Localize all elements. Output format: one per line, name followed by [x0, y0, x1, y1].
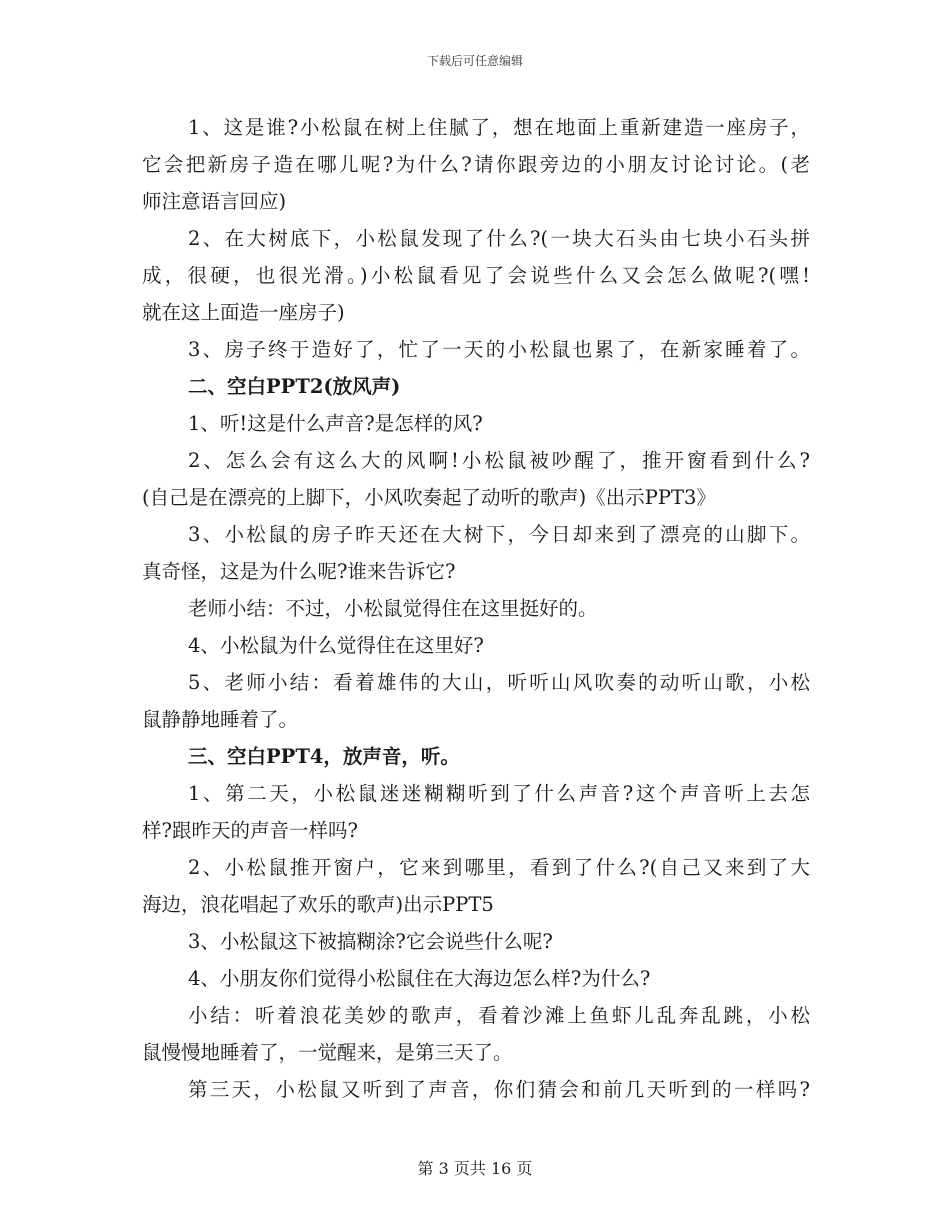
page-footer: 第 3 页共 16 页 [417, 1159, 533, 1178]
paragraph-line: 鼠慢慢地睡着了，一觉醒来，是第三天了。 [142, 1041, 513, 1064]
paragraph-line: (自己是在漂亮的上脚下，小风吹奏起了动听的歌声)《出示PPT3》 [142, 486, 716, 509]
paragraph-line: 3、小松鼠这下被搞糊涂?它会说些什么呢? [188, 930, 553, 953]
paragraph-line: 老师小结：不过，小松鼠觉得住在这里挺好的。 [188, 597, 598, 620]
paragraph-line: 海边，浪花唱起了欢乐的歌声)出示PPT5 [142, 893, 494, 916]
section-heading: 三、空白PPT4，放声音，听。 [188, 745, 460, 768]
paragraph-line: 师注意语言回应) [142, 190, 287, 213]
paragraph-line: 样?跟昨天的声音一样吗? [142, 819, 358, 842]
paragraph-line: 成，很硬，也很光滑。)小松鼠看见了会说些什么又会怎么做呢?(嘿! [142, 264, 810, 287]
paragraph-line: 真奇怪，这是为什么呢?谁来告诉它? [142, 560, 456, 583]
paragraph-line: 1、第二天，小松鼠迷迷糊糊听到了什么声音?这个声音听上去怎 [188, 782, 810, 805]
paragraph-line: 就在这上面造一座房子) [142, 301, 345, 324]
paragraph-line: 第三天，小松鼠又听到了声音，你们猜会和前几天听到的一样吗? [188, 1078, 810, 1101]
paragraph-line: 鼠静静地睡着了。 [142, 708, 299, 731]
paragraph-line: 3、房子终于造好了，忙了一天的小松鼠也累了，在新家睡着了。 [188, 338, 810, 361]
section-heading: 二、空白PPT2(放风声) [188, 375, 401, 398]
page-header: 下载后可任意编辑 [426, 54, 523, 68]
paragraph-line: 4、小朋友你们觉得小松鼠住在大海边怎么样?为什么? [188, 967, 651, 990]
paragraph-line: 1、这是谁?小松鼠在树上住腻了，想在地面上重新建造一座房子， [188, 116, 810, 139]
paragraph-line: 2、怎么会有这么大的风啊!小松鼠被吵醒了，推开窗看到什么? [188, 449, 810, 472]
paragraph-line: 它会把新房子造在哪儿呢?为什么?请你跟旁边的小朋友讨论讨论。(老 [142, 153, 810, 176]
paragraph-line: 5、老师小结：看着雄伟的大山，听听山风吹奏的动听山歌，小松 [188, 671, 810, 694]
paragraph-line: 2、小松鼠推开窗户，它来到哪里，看到了什么?(自己又来到了大 [188, 856, 810, 879]
paragraph-line: 3、小松鼠的房子昨天还在大树下，今日却来到了漂亮的山脚下。 [188, 523, 810, 546]
paragraph-line: 2、在大树底下，小松鼠发现了什么?(一块大石头由七块小石头拼 [188, 227, 810, 250]
document-body [142, 109, 810, 1108]
paragraph-line: 1、听!这是什么声音?是怎样的风? [188, 412, 483, 435]
paragraph-line: 小结：听着浪花美妙的歌声，看着沙滩上鱼虾儿乱奔乱跳，小松 [188, 1004, 810, 1027]
paragraph-line: 4、小松鼠为什么觉得住在这里好? [188, 634, 484, 657]
